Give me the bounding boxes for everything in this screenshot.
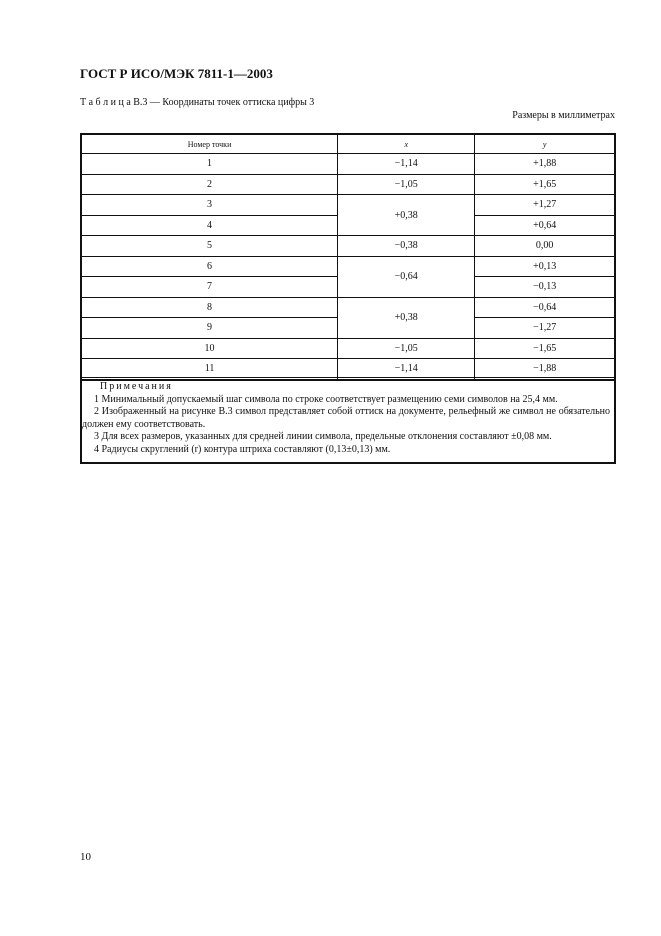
cell: −1,88 [475,359,615,380]
cell: −1,14 [338,359,475,380]
cell: 6 [81,256,338,277]
cell: 9 [81,318,338,339]
cell: +0,13 [475,256,615,277]
cell: 0,00 [475,236,615,257]
cell: −1,27 [475,318,615,339]
note-item: 3 Для всех размеров, указанных для средней линии символа, предельные отклонения составляют ±0,08 мм. [94,431,552,442]
cell: −1,05 [338,174,475,195]
notes-title: Примечания [100,381,173,392]
cell: 10 [81,338,338,359]
cell: +1,27 [475,195,615,216]
cell: −0,13 [475,277,615,298]
cell: −0,64 [338,256,475,297]
note-item: 1 Минимальный допускаемый шаг символа по строке соответствует размещению семи символов на 25,4 мм. [94,393,558,405]
table-row [81,297,615,318]
table-caption: Т а б л и ц а В.3 — Координаты точек оттиска цифры 3 [80,97,315,108]
cell: 5 [81,236,338,257]
cell: −0,64 [475,297,615,318]
units-note: Размеры в миллиметрах [512,110,615,121]
cell: 4 [81,215,338,236]
cell: +0,38 [338,297,475,338]
cell: +0,38 [338,195,475,236]
cell: +1,88 [475,154,615,175]
cell: 11 [81,359,338,380]
cell: 2 [81,174,338,195]
note-item: 2 Изображенный на рисунке В.3 символ представляет собой оттиск на документе, рельефный же символ не обязательно должен ему соответствовать. [82,406,610,430]
column-header: y [475,134,615,154]
document-header: ГОСТ Р ИСО/МЭК 7811-1—2003 [80,66,273,81]
cell: −1,14 [338,154,475,175]
cell: +1,65 [475,174,615,195]
table-row [81,338,615,359]
column-header: x [338,134,475,154]
table-row [81,256,615,277]
note-item: 4 Радиусы скруглений (r) контура штриха составляют (0,13±0,13) мм. [94,443,391,455]
table-row [81,174,615,195]
cell: −1,65 [475,338,615,359]
table-header-row [81,134,615,154]
notes-box [80,377,616,464]
coordinates-table [80,133,616,381]
cell: 8 [81,297,338,318]
cell: 3 [81,195,338,216]
table-row [81,236,615,257]
cell: 7 [81,277,338,298]
cell: −1,05 [338,338,475,359]
cell: 1 [81,154,338,175]
table-row [81,195,615,216]
cell: −0,38 [338,236,475,257]
cell: +0,64 [475,215,615,236]
column-header: Номер точки [81,134,338,154]
table-row [81,154,615,175]
page-number: 10 [80,851,91,863]
